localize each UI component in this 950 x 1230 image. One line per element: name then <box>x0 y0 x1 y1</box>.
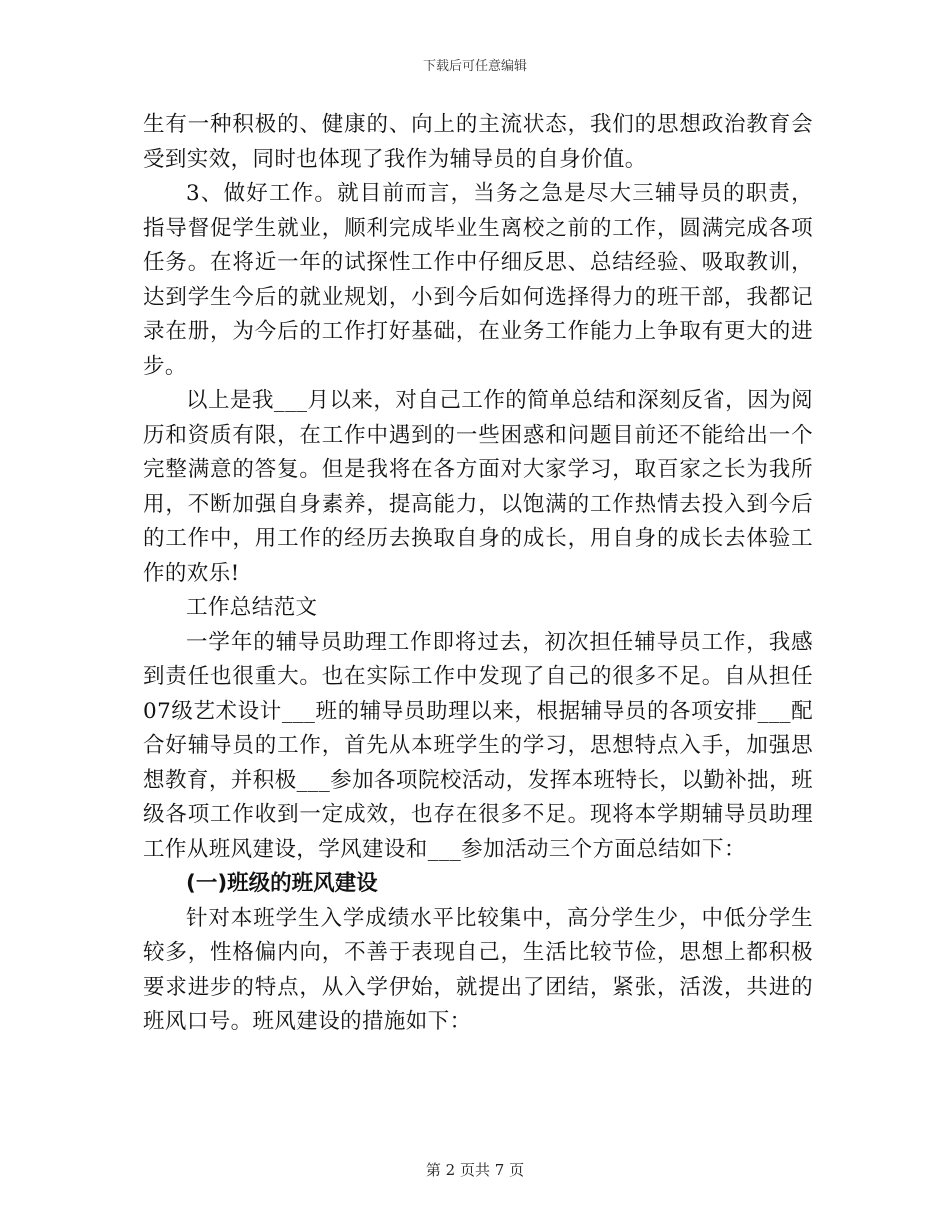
paragraph-2: 3、做好工作。就目前而言，当务之急是尽大三辅导员的职责，指导督促学生就业，顺利完成毕业生离校之前的工作，圆满完成各项任务。在将近一年的试探性工作中仔细反思、总结经验、吸取教训，达到学生今后的就业规划，小到今后如何选择得力的班干部，我都记录在册，为今后的工作打好基础，在业务工作能力上争取有更大的进步。 <box>143 181 813 379</box>
document-body <box>143 108 813 1040</box>
paragraph-1: 生有一种积极的、健康的、向上的主流状态，我们的思想政治教育会受到实效，同时也体现了我作为辅导员的自身价值。 <box>143 112 813 172</box>
paragraph-5: 一学年的辅导员助理工作即将过去，初次担任辅导员工作，我感到责任也很重大。也在实际工作中发现了自己的很多不足。自从担任07级艺术设计___班的辅导员助理以来，根据辅导员的各项安排___配合好辅导员的工作，首先从本班学生的学习，思想特点入手，加强思想教育，并积极___参加各项院校活动，发挥本班特长，以勤补拙，班级各项工作收到一定成效，也存在很多不足。现将本学期辅导员助理工作从班风建设，学风建设和___参加活动三个方面总结如下： <box>143 629 813 862</box>
page-footer: 第 2 页共 7 页 <box>425 1161 525 1179</box>
section-heading: (一)班级的班风建设 <box>186 871 378 896</box>
paragraph-6: 针对本班学生入学成绩水平比较集中，高分学生少，中低分学生较多，性格偏内向，不善于表现自己，生活比较节俭，思想上都积极要求进步的特点，从入学伊始，就提出了团结，紧张，活泼，共进的班风口号。班风建设的措施如下： <box>143 905 813 1034</box>
paragraph-4-title: 工作总结范文 <box>186 595 318 620</box>
paragraph-3: 以上是我___月以来，对自己工作的简单总结和深刻反省，因为阅历和资质有限，在工作中遇到的一些困惑和问题目前还不能给出一个完整满意的答复。但是我将在各方面对大家学习，取百家之长为我所用，不断加强自身素养，提高能力，以饱满的工作热情去投入到今后的工作中，用工作的经历去换取自身的成长，用自身的成长去体验工作的欢乐! <box>143 388 813 586</box>
page-header: 下载后可任意编辑 <box>422 59 527 74</box>
